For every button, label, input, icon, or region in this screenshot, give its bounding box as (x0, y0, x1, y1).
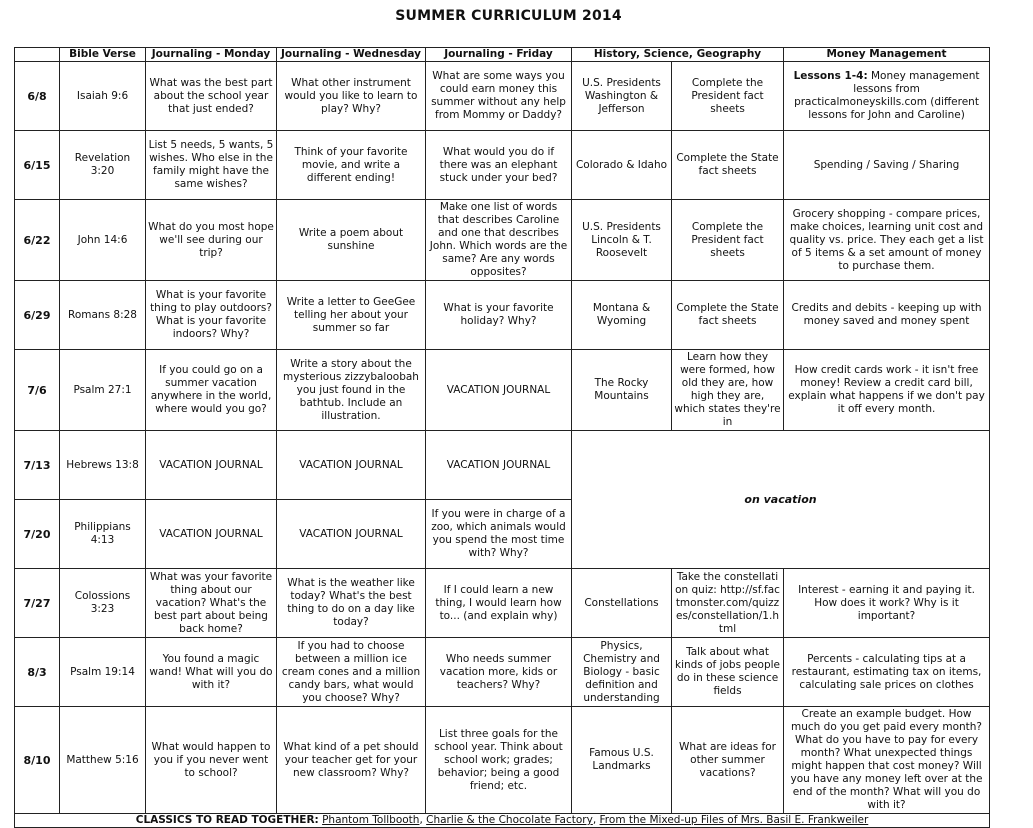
curriculum-table (14, 47, 990, 828)
journal-monday: What would happen to you if you never went to school? (146, 707, 277, 814)
bible-verse: Hebrews 13:8 (60, 431, 146, 500)
journal-wednesday: What kind of a pet should your teacher get for your new classroom? Why? (277, 707, 426, 814)
money-text: Money management lessons from practicalmoneyskills.com (different lessons for John and Caroline) (794, 70, 980, 121)
journal-friday: If you were in charge of a zoo, which animals would you spend the most time with? Why? (426, 500, 572, 569)
history-topic: U.S. Presidents Washington & Jefferson (572, 62, 672, 131)
history-activity: Complete the President fact sheets (672, 62, 784, 131)
history-activity: Learn how they were formed, how old they are, how high they are, which states they're in (672, 350, 784, 431)
journal-monday: If you could go on a summer vacation anywhere in the world, where would you go? (146, 350, 277, 431)
money-management (784, 62, 990, 131)
journal-friday: List three goals for the school year. Think about school work; grades; behavior; being a good friend; etc. (426, 707, 572, 814)
header-history-science-geography: History, Science, Geography (572, 48, 784, 62)
journal-wednesday: If you had to choose between a million ice cream cones and a million candy bars, what would you choose? Why? (277, 638, 426, 707)
journal-monday: What was your favorite thing about our vacation? What's the best part about being back home? (146, 569, 277, 638)
history-topic: Colorado & Idaho (572, 131, 672, 200)
journal-wednesday: VACATION JOURNAL (277, 431, 426, 500)
bible-verse: Psalm 19:14 (60, 638, 146, 707)
history-topic: Physics, Chemistry and Biology - basic definition and understanding (572, 638, 672, 707)
money-management: Credits and debits - keeping up with money saved and money spent (784, 281, 990, 350)
journal-friday: What would you do if there was an elephant stuck under your bed? (426, 131, 572, 200)
history-activity: Take the constellation quiz: http://sf.factmonster.com/quizzes/constellation/1.html (672, 569, 784, 638)
book-separator: , (419, 814, 427, 826)
history-activity: Complete the President fact sheets (672, 200, 784, 281)
book-title: From the Mixed-up Files of Mrs. Basil E. Frankweiler (599, 814, 869, 826)
table-row (15, 707, 990, 814)
journal-friday: VACATION JOURNAL (426, 350, 572, 431)
history-activity: Complete the State fact sheets (672, 131, 784, 200)
history-topic: Constellations (572, 569, 672, 638)
table-row (15, 350, 990, 431)
table-row (15, 638, 990, 707)
history-topic: Montana & Wyoming (572, 281, 672, 350)
journal-monday: What do you most hope we'll see during our trip? (146, 200, 277, 281)
journal-wednesday: VACATION JOURNAL (277, 500, 426, 569)
journal-monday: List 5 needs, 5 wants, 5 wishes. Who else in the family might have the same wishes? (146, 131, 277, 200)
header-journal-wednesday: Journaling - Wednesday (277, 48, 426, 62)
week-date: 6/29 (15, 281, 60, 350)
journal-wednesday: Think of your favorite movie, and write a different ending! (277, 131, 426, 200)
week-date: 7/20 (15, 500, 60, 569)
journal-monday: What is your favorite thing to play outdoors? What is your favorite indoors? Why? (146, 281, 277, 350)
history-activity: Complete the State fact sheets (672, 281, 784, 350)
week-date: 8/10 (15, 707, 60, 814)
money-management: Create an example budget. How much do you get paid every month? What do you have to pay for every month? What unexpected things might happen that cost money? Will you have any money left over at the end of the month? What will you do with it? (784, 707, 990, 814)
bible-verse: Colossions 3:23 (60, 569, 146, 638)
history-topic: The Rocky Mountains (572, 350, 672, 431)
bible-verse: Psalm 27:1 (60, 350, 146, 431)
vacation-note: on vacation (572, 431, 990, 569)
table-row (15, 569, 990, 638)
table-row (15, 200, 990, 281)
week-date: 8/3 (15, 638, 60, 707)
journal-monday: What was the best part about the school year that just ended? (146, 62, 277, 131)
journal-monday: You found a magic wand! What will you do with it? (146, 638, 277, 707)
classics-label: CLASSICS TO READ TOGETHER: (135, 814, 319, 826)
page-title: SUMMER CURRICULUM 2014 (395, 8, 622, 24)
journal-wednesday: Write a letter to GeeGee telling her about your summer so far (277, 281, 426, 350)
table-row (15, 431, 990, 500)
journal-monday: VACATION JOURNAL (146, 431, 277, 500)
lessons-label: Lessons 1-4: (793, 70, 868, 82)
bible-verse: Romans 8:28 (60, 281, 146, 350)
header-journal-friday: Journaling - Friday (426, 48, 572, 62)
journal-friday: What are some ways you could earn money this summer without any help from Mommy or Daddy? (426, 62, 572, 131)
book-separator: , (592, 814, 600, 826)
table-row (15, 281, 990, 350)
table-row (15, 131, 990, 200)
header-money-management: Money Management (784, 48, 990, 62)
money-management: Percents - calculating tips at a restaurant, estimating tax on items, calculating sale prices on clothes (784, 638, 990, 707)
header-row (15, 48, 990, 62)
history-activity: What are ideas for other summer vacations? (672, 707, 784, 814)
week-date: 6/15 (15, 131, 60, 200)
journal-wednesday: What other instrument would you like to learn to play? Why? (277, 62, 426, 131)
journal-wednesday: Write a story about the mysterious zizzybaloobah you just found in the bathtub. Include an illustration. (277, 350, 426, 431)
journal-monday: VACATION JOURNAL (146, 500, 277, 569)
money-management: How credit cards work - it isn't free money! Review a credit card bill, explain what happens if we don't pay it off every month. (784, 350, 990, 431)
bible-verse: Revelation 3:20 (60, 131, 146, 200)
journal-friday: If I could learn a new thing, I would learn how to... (and explain why) (426, 569, 572, 638)
header-journal-monday: Journaling - Monday (146, 48, 277, 62)
history-activity: Talk about what kinds of jobs people do in these science fields (672, 638, 784, 707)
book-title: Charlie & the Chocolate Factory (426, 814, 593, 826)
week-date: 7/27 (15, 569, 60, 638)
header-bible-verse: Bible Verse (60, 48, 146, 62)
money-management: Interest - earning it and paying it. How does it work? Why is it important? (784, 569, 990, 638)
money-management: Grocery shopping - compare prices, make choices, learning unit cost and quality vs. price. They each get a list of 5 items & a set amount of money to purchase them. (784, 200, 990, 281)
week-date: 6/8 (15, 62, 60, 131)
week-date: 7/13 (15, 431, 60, 500)
header-date (15, 48, 60, 62)
table-row (15, 62, 990, 131)
book-title: Phantom Tollbooth (322, 814, 420, 826)
bible-verse: Isaiah 9:6 (60, 62, 146, 131)
bible-verse: Philippians 4:13 (60, 500, 146, 569)
week-date: 7/6 (15, 350, 60, 431)
history-topic: U.S. Presidents Lincoln & T. Roosevelt (572, 200, 672, 281)
week-date: 6/22 (15, 200, 60, 281)
bible-verse: John 14:6 (60, 200, 146, 281)
journal-friday: Make one list of words that describes Caroline and one that describes John. Which words are the same? Are any words opposites? (426, 200, 572, 281)
history-topic: Famous U.S. Landmarks (572, 707, 672, 814)
journal-friday: Who needs summer vacation more, kids or teachers? Why? (426, 638, 572, 707)
bible-verse: Matthew 5:16 (60, 707, 146, 814)
journal-friday: VACATION JOURNAL (426, 431, 572, 500)
money-management: Spending / Saving / Sharing (784, 131, 990, 200)
journal-wednesday: Write a poem about sunshine (277, 200, 426, 281)
journal-wednesday: What is the weather like today? What's the best thing to do on a day like today? (277, 569, 426, 638)
journal-friday: What is your favorite holiday? Why? (426, 281, 572, 350)
